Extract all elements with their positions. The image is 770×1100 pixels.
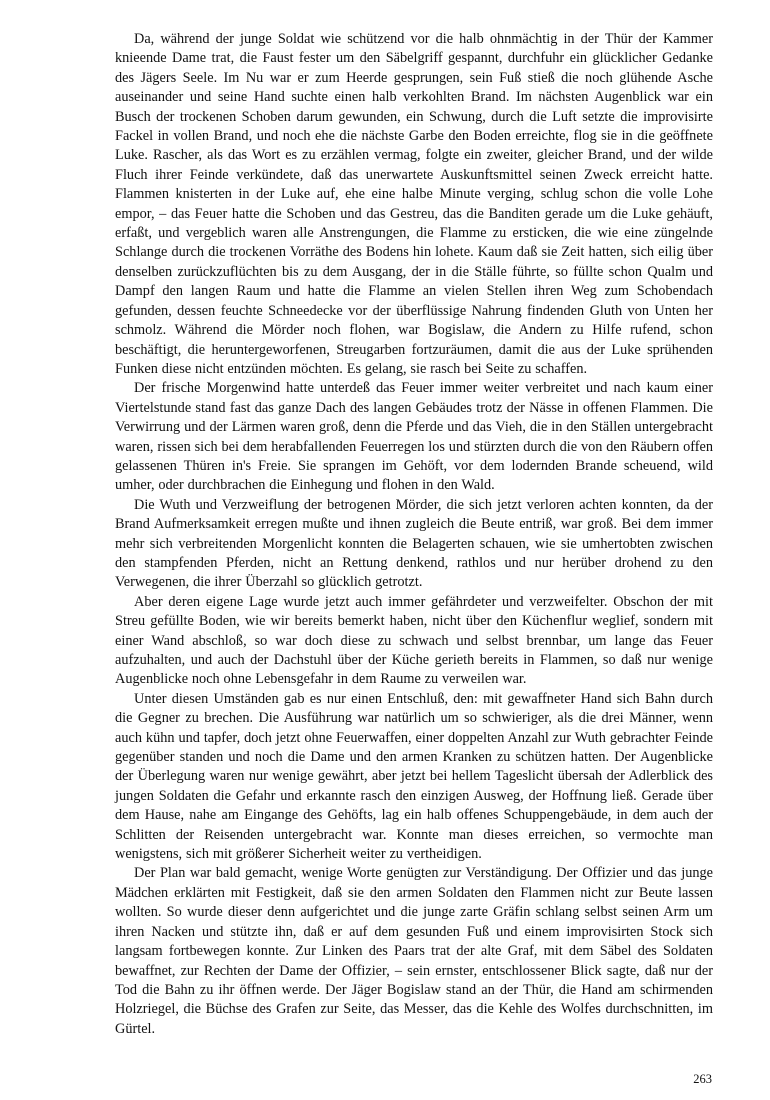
page-number: 263	[693, 1072, 712, 1086]
paragraph: Da, während der junge Soldat wie schützend vor die halb ohnmächtig in der Thür der Kammer knieende Dame trat, die Faust fester um den Säbelgriff gespannt, durchfuhr ein glücklicher Gedanke des Jägers Seele. Im Nu war er zum Heerde gesprungen, sein Fuß stieß die noch glühende Asche auseinander und seine Hand suchte einen halb verkohlten Brand. Im nächsten Augenblick war ein Busch der trockenen Schoben darum gewunden, ein Schwung, durch die Luft setzte die improvisirte Fackel in vollen Brand, und noch ehe die nächste Garbe den Boden erreichte, flog sie in die geöffnete Luke. Rascher, als das Wort es zu erzählen vermag, folgte ein zweiter, gleicher Brand, und der wilde Fluch ihrer Feinde verkündete, daß das unerwartete Auskunftsmittel seinen Zweck erreicht hatte. Flammen knisterten in der Luke auf, ehe eine halbe Minute verging, schlug schon die volle Lohe empor, – das Feuer hatte die Schoben und das Gestreu, das die Banditen gerade um die Luke gehäuft, erfaßt, und vergeblich waren alle Anstrengungen, die Flamme zu ersticken, die wie eine züngelnde Schlange durch die trockenen Vorräthe des Bodens hin lohete. Kaum daß sie Zeit hatten, sich eilig über denselben zurückzuflüchten bis zu dem Ausgang, der in die Ställe führte, so füllte schon Qualm und Dampf den langen Raum und hatte die Flamme an vielen Stellen ihren Weg zum Schobendach gefunden, dessen feuchte Schneedecke vor der überflüssige Nahrung findenden Gluth von Unten her schmolz. Während die Mörder noch flohen, war Bogislaw, die Andern zu Hilfe rufend, schon beschäftigt, die heruntergeworfenen, Streugarben fortzuräumen, damit die aus der Luke sprühenden Funken diese nicht entzünden möchten. Es gelang, sie rasch bei Seite zu schaffen.	[115, 31, 713, 377]
paragraph: Aber deren eigene Lage wurde jetzt auch immer gefährdeter und verzweifelter. Obschon der mit Streu gefüllte Boden, wie wir bereits bemerkt haben, nicht über den Küchenflur weglief, sondern mit einer Wand abschloß, so war doch diese zu schwach und selbst brennbar, um lange das Feuer aufzuhalten, und auch der Dachstuhl über der Küche gerieth bereits in Flammen, so daß nur wenige Augenblicke noch ohne Lebensgefahr in dem Raume zu verweilen war.	[115, 593, 713, 688]
paragraph: Die Wuth und Verzweiflung der betrogenen Mörder, die sich jetzt verloren achten konnten, da der Brand Aufmerksamkeit erregen mußte und ihnen zugleich die Beute entriß, war groß. Bei dem immer mehr sich verbreitenden Morgenlicht konnten die Belagerten schauen, wie sie umhertobten zwischen den stampfenden Pferden, nicht an Rettung denkend, rathlos und nur herüber drohend zu den Verwegenen, die ihrer Überzahl so glücklich getrotzt.	[115, 496, 713, 591]
paragraph: Der frische Morgenwind hatte unterdeß das Feuer immer weiter verbreitet und nach kaum einer Viertelstunde stand fast das ganze Dach des langen Gebäudes trotz der Nässe in offenen Flammen. Die Verwirrung und der Lärmen waren groß, denn die Pferde und das Vieh, die in den Ställen untergebracht waren, rissen sich bei dem herabfallenden Feuerregen los und stürzten durch die von den Räubern offen gelassenen Thüren in's Freie. Sie sprangen im Gehöft, vor dem lodernden Brande scheuend, wild umher, oder durchbrachen die Einhegung und flohen in den Wald.	[115, 380, 713, 494]
paragraph: Unter diesen Umständen gab es nur einen Entschluß, den: mit gewaffneter Hand sich Bahn durch die Gegner zu brechen. Die Ausführung war natürlich um so schwieriger, als die drei Männer, wenn auch kühn und tapfer, doch jetzt ohne Feuerwaffen, einer doppelten Anzahl zur Wuth gebrachter Feinde gegenüber standen und noch die Dame und den armen Kranken zu schützen hatten. Der Augenblicke der Überlegung waren nur wenige gewährt, aber jetzt bei hellem Tageslicht übersah der Adlerblick des jungen Soldaten die Gefahr und erkannte rasch den einzigen Ausweg, der Hoffnung ließ. Gerade über dem Hause, nahe am Eingange des Gehöfts, lag ein halb offenes Schuppengebäude, in dem auch der Schlitten der Reisenden untergebracht war. Konnte man dieses erreichen, so vermochte man wenigstens, sich mit größerer Sicherheit weiter zu vertheidigen.	[115, 690, 713, 863]
text-block	[115, 30, 713, 1039]
paragraph: Der Plan war bald gemacht, wenige Worte genügten zur Verständigung. Der Offizier und das junge Mädchen erklärten mit Festigkeit, daß sie den armen Soldaten den Flammen nicht zur Beute lassen wollten. So wurde dieser denn aufgerichtet und die junge zarte Gräfin schlang selbst seinen Arm um ihren Nacken und stützte ihn, daß er auf dem gesunden Fuß und einem improvisirten Stock sich langsam fortbewegen konnte. Zur Linken des Paars trat der alte Graf, mit dem Säbel des Soldaten bewaffnet, zur Rechten der Dame der Offizier, – sein ernster, entschlossener Blick sagte, daß nur der Tod die Bahn zu ihr öffnen werde. Der Jäger Bogislaw stand an der Thür, die Hand am schirmenden Holzriegel, die Büchse des Grafen zur Seite, das Messer, das die Kehle des Wolfes durchschnitten, im Gürtel.	[115, 865, 713, 1037]
